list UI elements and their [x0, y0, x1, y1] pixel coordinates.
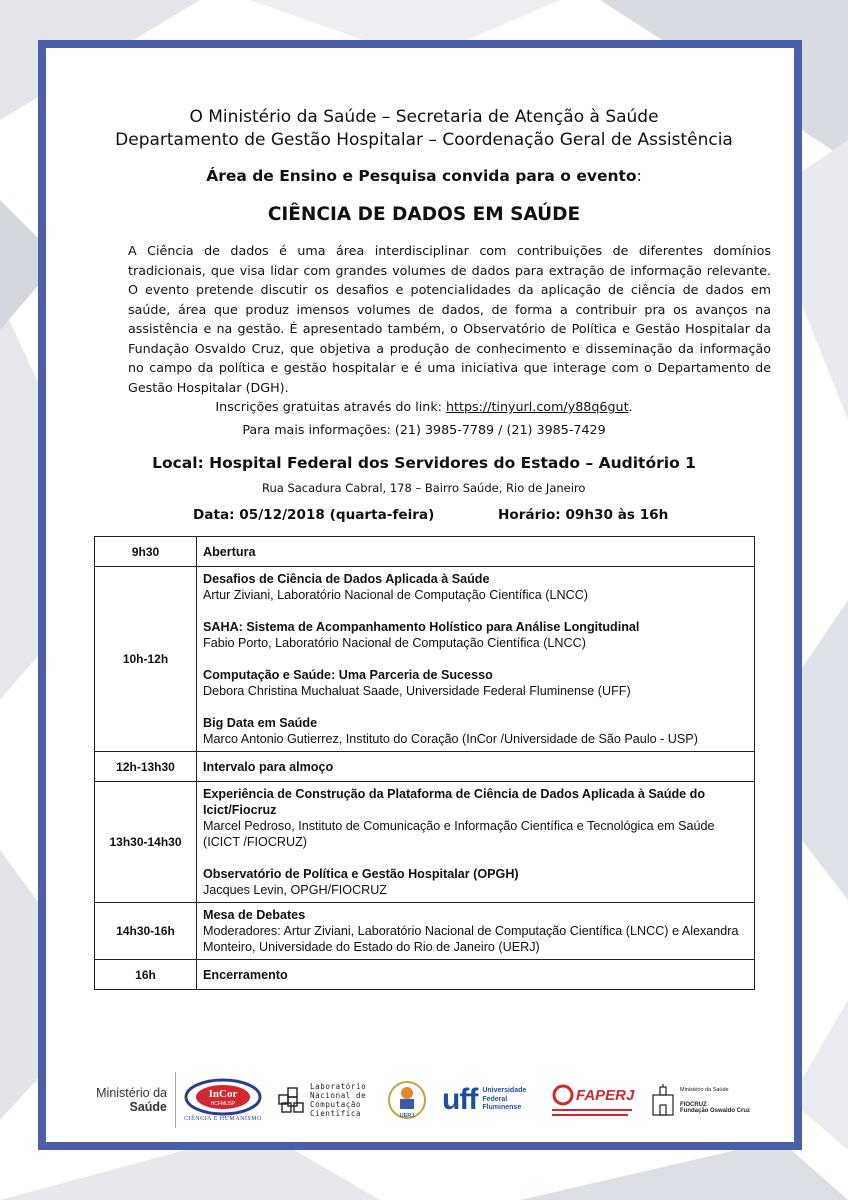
- lncc-line-1: Laboratório: [310, 1082, 367, 1091]
- row-time: 13h30-14h30: [95, 782, 197, 903]
- uff-line-1: Universidade: [482, 1087, 527, 1095]
- faperj-circle-icon: [552, 1084, 574, 1106]
- event-time: Horário: 09h30 às 16h: [498, 507, 669, 523]
- fiocruz-top-line: Ministério da Saúde: [680, 1086, 729, 1093]
- incor-heart-icon: [184, 1078, 262, 1116]
- invite-text: Área de Ensino e Pesquisa convida para o evento: [206, 167, 637, 185]
- header-line-2: Departamento de Gestão Hospitalar – Coordenação Geral de Assistência: [115, 130, 733, 150]
- incor-logo: [182, 1072, 264, 1128]
- session-title: Computação e Saúde: Uma Parceria de Sucesso: [203, 668, 493, 682]
- row-time: 14h30-16h: [95, 903, 197, 960]
- session-speaker: Artur Ziviani, Laboratório Nacional de Computação Científica (LNCC): [203, 588, 588, 602]
- session-title: Desafios de Ciência de Dados Aplicada à Saúde: [203, 572, 490, 586]
- row-time: 10h-12h: [95, 567, 197, 752]
- session-speaker: Marco Antonio Gutierrez, Instituto do Coração (InCor /Universidade de São Paulo - USP): [203, 732, 698, 746]
- faperj-logo: [552, 1072, 640, 1128]
- intro-paragraph: A Ciência de dados é uma área interdisciplinar com contribuições de diferentes domínios tradicionais, que visa lidar com grandes volumes de dados para extração de informação relevante. O evento pretende discutir os desafios e potencialidades da aplicação de ciência de dados em saúde, área que produz imensos volumes de dados, de forma a contribuir pra os avanços na assistência e na gestão. É apresentado também, o Observatório de Política e Gestão Hospitalar da Fundação Osvaldo Cruz, que objetiva a produção de conhecimento e disseminação da informação no campo da política e gestão hospitalar e é uma iniciativa que interage com o Departamento de Gestão Hospitalar (DGH).: [128, 243, 771, 395]
- uff-mark: uff: [442, 1083, 478, 1116]
- session-speaker: Marcel Pedroso, Instituto de Comunicação e Informação Científica e Tecnológica em Saúde (ICICT /FIOCRUZ): [203, 819, 715, 849]
- fiocruz-line-2: Fundação Oswaldo Cruz: [680, 1107, 751, 1114]
- invite-colon: :: [636, 167, 642, 185]
- invite-heading: [0, 167, 848, 185]
- fiocruz-line-1: FIOCRUZ: [680, 1101, 707, 1108]
- info-phone-line: Para mais informações: (21) 3985-7789 / (21) 3985-7429: [242, 422, 606, 437]
- session-title: Experiência de Construção da Plataforma de Ciência de Dados Aplicada à Saúde do Icict/Fiocruz: [203, 787, 706, 817]
- row-content: [197, 782, 755, 903]
- table-row: [95, 782, 755, 903]
- fiocruz-logo: [650, 1072, 770, 1128]
- session-title: Mesa de Debates: [203, 908, 306, 922]
- lncc-cube-icon: [276, 1085, 306, 1115]
- session-speaker: Moderadores: Artur Ziviani, Laboratório Nacional de Computação Científica (LNCC) e Alexandra Monteiro, Universidade do Estado do Rio de Janeiro (UERJ): [203, 924, 739, 954]
- row-time: 9h30: [95, 537, 197, 567]
- svg-text:HCFMUSP: HCFMUSP: [210, 1101, 236, 1107]
- lncc-line-3: Computação: [310, 1100, 362, 1109]
- uff-line-2: Federal: [482, 1095, 508, 1103]
- uerj-logo: [384, 1072, 430, 1128]
- registration-line: [0, 399, 848, 414]
- lncc-line-4: Científica: [310, 1109, 362, 1118]
- venue-local: Local: Hospital Federal dos Servidores do Estado – Auditório 1: [152, 454, 696, 472]
- row-content: [197, 960, 755, 990]
- session-title: Big Data em Saúde: [203, 716, 318, 730]
- registration-prefix: Inscrições gratuitas através do link:: [215, 399, 446, 414]
- registration-link[interactable]: https://tinyurl.com/y88q6gut: [445, 399, 629, 414]
- fiocruz-castle-icon: [650, 1083, 676, 1117]
- svg-text:InCor: InCor: [208, 1088, 238, 1100]
- uerj-seal-icon: [386, 1075, 428, 1125]
- row-content: [197, 567, 755, 752]
- session-speaker: Jacques Levin, OPGH/FIOCRUZ: [203, 883, 388, 897]
- ministerio-line-1: Ministério da: [96, 1086, 167, 1100]
- ministerio-saude-logo: [80, 1072, 176, 1128]
- session-speaker: Debora Christina Muchaluat Saade, Universidade Federal Fluminense (UFF): [203, 684, 631, 698]
- faperj-name: FAPERJ: [576, 1086, 635, 1104]
- table-row: [95, 960, 755, 990]
- registration-suffix: .: [628, 399, 633, 414]
- session-title: Encerramento: [203, 967, 288, 982]
- venue-address: Rua Sacadura Cabral, 178 – Bairro Saúde, Rio de Janeiro: [262, 481, 586, 495]
- session-speaker: Fabio Porto, Laboratório Nacional de Computação Científica (LNCC): [203, 636, 586, 650]
- table-row: [95, 903, 755, 960]
- uff-logo: [442, 1072, 542, 1128]
- session-title: Abertura: [203, 544, 256, 559]
- row-content: [197, 537, 755, 567]
- row-time: 12h-13h30: [95, 752, 197, 782]
- row-content: [197, 752, 755, 782]
- table-row: [95, 752, 755, 782]
- sponsor-logos: [80, 1072, 770, 1128]
- session-title: Observatório de Política e Gestão Hospitalar (OPGH): [203, 867, 519, 881]
- uff-line-3: Fluminense: [482, 1104, 522, 1112]
- lncc-line-2: Nacional de: [310, 1091, 367, 1100]
- incor-tagline: CIÊNCIA E HUMANISMO: [184, 1116, 262, 1122]
- event-title: CIÊNCIA DE DADOS EM SAÚDE: [267, 204, 581, 225]
- session-title: SAHA: Sistema de Acompanhamento Holístico para Análise Longitudinal: [203, 620, 640, 634]
- event-date: Data: 05/12/2018 (quarta-feira): [193, 507, 435, 523]
- row-content: [197, 903, 755, 960]
- session-title: Intervalo para almoço: [203, 759, 334, 774]
- lncc-logo: [276, 1072, 376, 1128]
- table-row: [95, 567, 755, 752]
- program-table: [94, 536, 755, 990]
- header-line-1: O Ministério da Saúde – Secretaria de Atenção à Saúde: [189, 107, 659, 127]
- svg-text:UERJ: UERJ: [399, 1113, 415, 1119]
- row-time: 16h: [95, 960, 197, 990]
- ministerio-line-2: Saúde: [129, 1100, 167, 1114]
- table-row: [95, 537, 755, 567]
